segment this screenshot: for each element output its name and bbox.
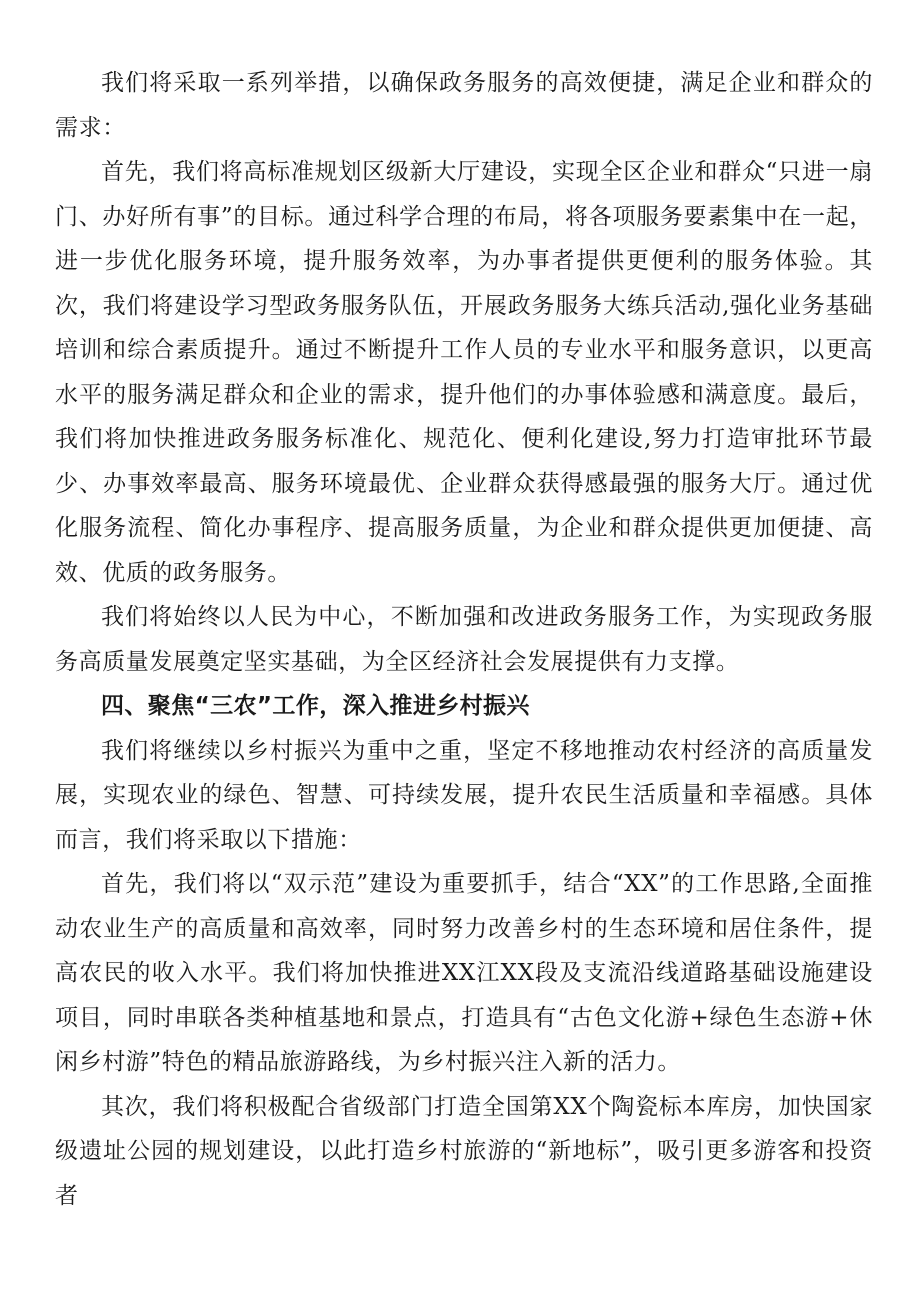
- paragraph-intro-measures: 我们将采取一系列举措，以确保政务服务的高效便捷，满足企业和群众的需求：: [55, 70, 873, 141]
- section-heading-rural: 四、聚焦“三农”工作，深入推进乡村振兴: [101, 693, 530, 719]
- document-page: [55, 61, 873, 1218]
- paragraph-people-centered: 我们将始终以人民为中心，不断加强和改进政务服务工作，为实现政务服务高质量发展奠定坚实基础，为全区经济社会发展提供有力支撑。: [55, 604, 873, 675]
- paragraph-ceramics: 其次，我们将积极配合省级部门打造全国第XX个陶瓷标本库房，加快国家级遗址公园的规划建设，以此打造乡村旅游的“新地标”，吸引更多游客和投资者: [55, 1093, 873, 1209]
- paragraph-double-demo: 首先，我们将以“双示范”建设为重要抓手，结合“XX”的工作思路,全面推动农业生产的高质量和高效率，同时努力改善乡村的生态环境和居住条件，提高农民的收入水平。我们将加快推进XX江XX段及支流沿线道路基础设施建设项目，同时串联各类种植基地和景点，打造具有“古色文化游+绿色生态游+休闲乡村游”特色的精品旅游路线，为乡村振兴注入新的活力。: [55, 871, 873, 1075]
- paragraph-rural-intro: 我们将继续以乡村振兴为重中之重，坚定不移地推动农村经济的高质量发展，实现农业的绿色、智慧、可持续发展，提升农民生活质量和幸福感。具体而言，我们将采取以下措施：: [55, 737, 873, 853]
- paragraph-service-hall: 首先，我们将高标准规划区级新大厅建设，实现全区企业和群众“只进一扇门、办好所有事”的目标。通过科学合理的布局，将各项服务要素集中在一起，进一步优化服务环境，提升服务效率，为办事者提供更便利的服务体验。其次，我们将建设学习型政务服务队伍，开展政务服务大练兵活动,强化业务基础培训和综合素质提升。通过不断提升工作人员的专业水平和服务意识，以更高水平的服务满足群众和企业的需求，提升他们的办事体验感和满意度。最后，我们将加快推进政务服务标准化、规范化、便利化建设,努力打造审批环节最少、办事效率最高、服务环境最优、企业群众获得感最强的服务大厅。通过优化服务流程、简化办事程序、提高服务质量，为企业和群众提供更加便捷、高效、优质的政务服务。: [55, 159, 873, 586]
